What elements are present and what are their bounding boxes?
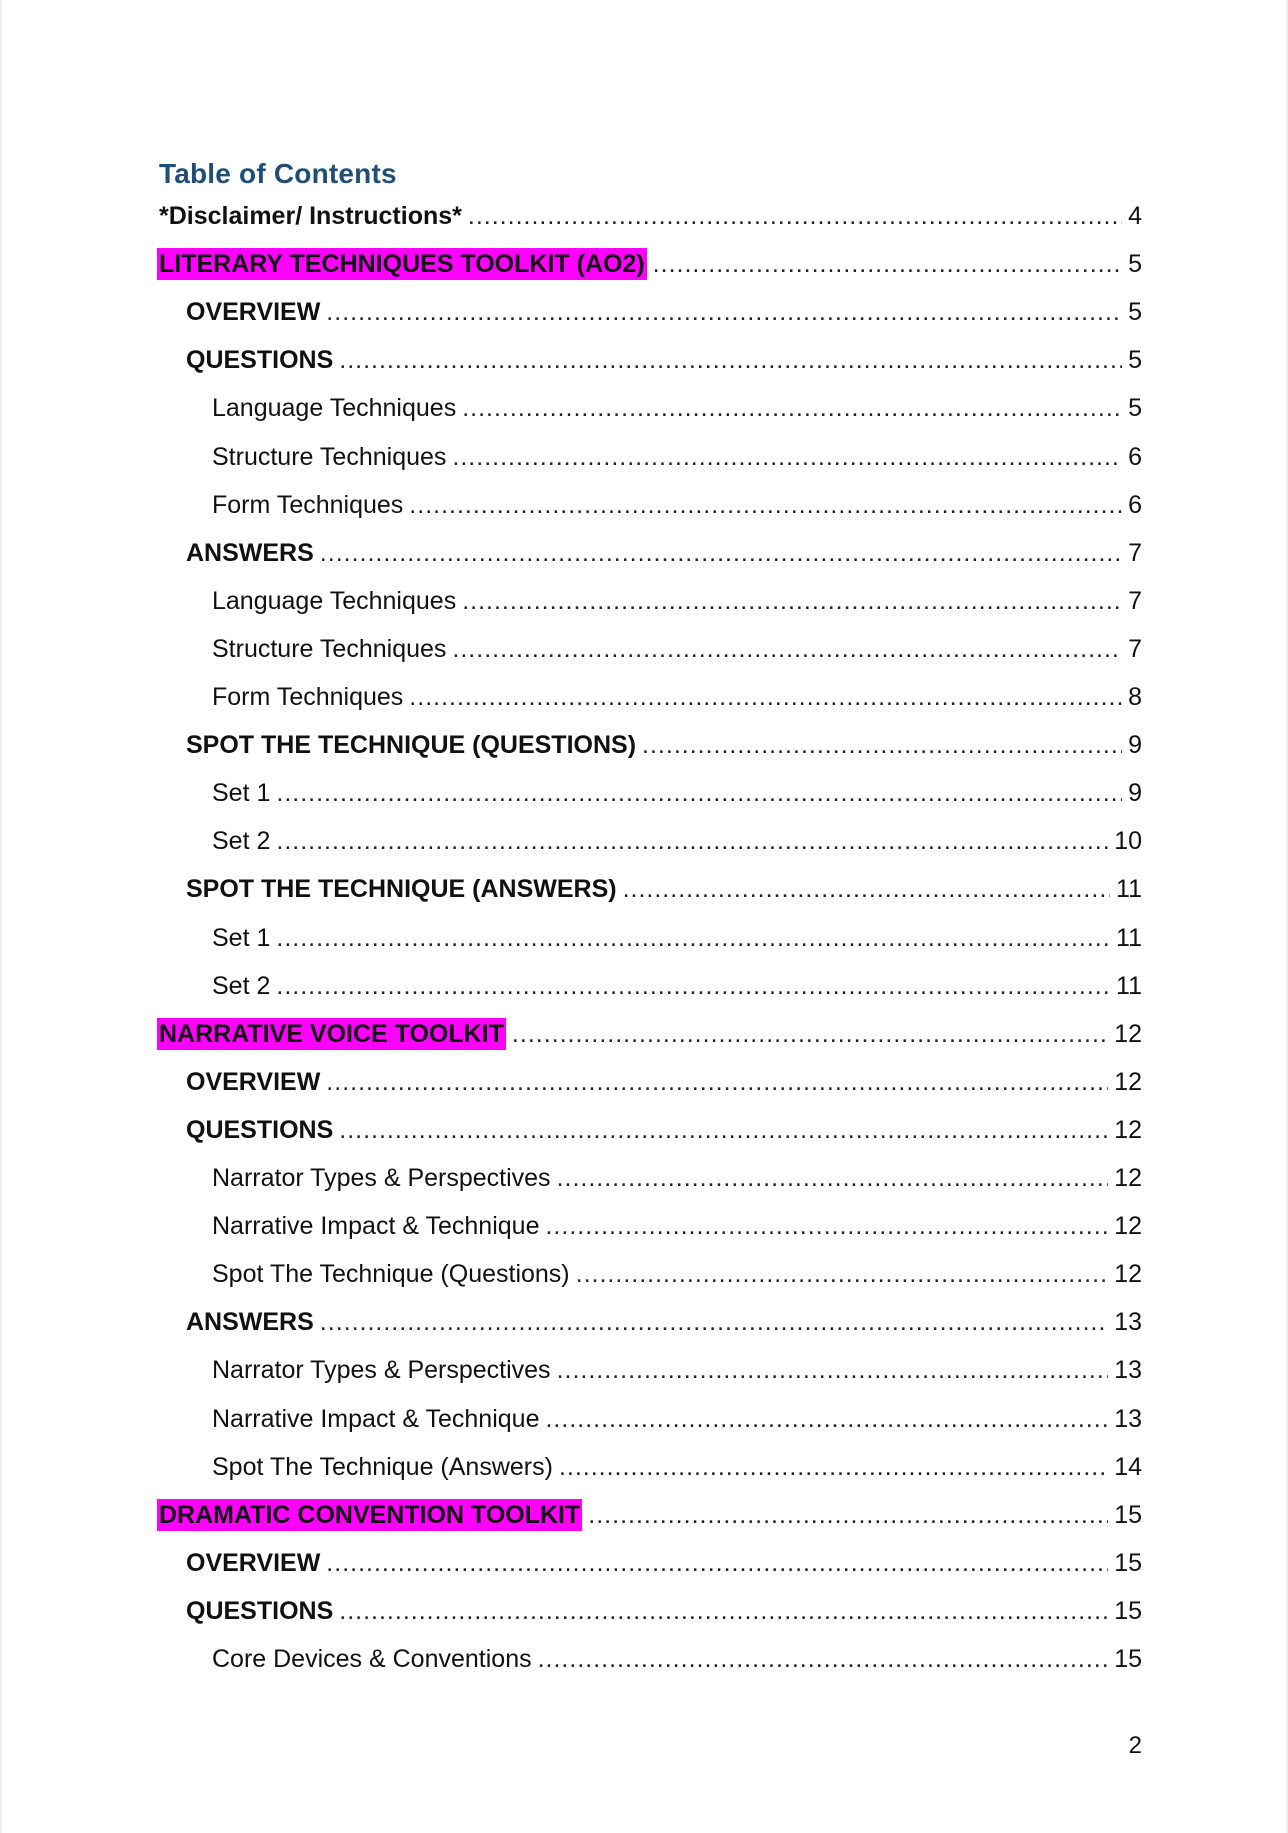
toc-entry-page-number: 6 [1128,491,1142,519]
toc-entry-page-number: 10 [1114,827,1142,855]
toc-entry[interactable] [2,1066,1286,1098]
toc-entry-label: OVERVIEW [186,298,321,326]
toc-entry-label: Set 1 [212,924,271,952]
toc-entry-page-number: 12 [1114,1068,1142,1096]
toc-entry[interactable] [2,1018,1286,1050]
dot-leader [512,1018,1108,1050]
dot-leader [557,1354,1109,1386]
toc-entry-label: Narrative Impact & Technique [212,1405,540,1433]
toc-entry-label: Language Techniques [212,587,457,615]
toc-entry-label: Language Techniques [212,394,457,422]
dot-leader [339,344,1122,376]
dot-leader [326,296,1122,328]
dot-leader [642,729,1122,761]
toc-entry-label: QUESTIONS [186,1116,334,1144]
dot-leader [452,441,1122,473]
toc-entry-label: QUESTIONS [186,1597,334,1625]
toc-entry-page-number: 14 [1114,1453,1142,1481]
dot-leader [276,922,1110,954]
toc-entry-page-number: 8 [1128,683,1142,711]
toc-entry-label: Narrator Types & Perspectives [212,1356,551,1384]
toc-entry-label: ANSWERS [186,539,314,567]
toc-entry-page-number: 7 [1128,539,1142,567]
toc-entry[interactable] [2,1403,1286,1435]
dot-leader [653,248,1122,280]
toc-entry[interactable] [2,825,1286,857]
dot-leader [468,200,1122,232]
toc-entry[interactable] [2,392,1286,424]
toc-entry-label: Form Techniques [212,491,404,519]
dot-leader [452,633,1122,665]
toc-entry-page-number: 5 [1128,250,1142,278]
dot-leader [326,1066,1108,1098]
toc-entry-page-number: 11 [1116,924,1142,952]
toc-entry-label: Set 2 [212,827,271,855]
toc-entry[interactable] [2,777,1286,809]
dot-leader [557,1162,1109,1194]
dot-leader [545,1403,1108,1435]
toc-entry-page-number: 9 [1128,731,1142,759]
toc-entry[interactable] [2,1114,1286,1146]
toc-entry[interactable] [2,1258,1286,1290]
toc-entry[interactable] [2,1595,1286,1627]
toc-entry[interactable] [2,585,1286,617]
toc-entry[interactable] [2,1306,1286,1338]
toc-entry-page-number: 12 [1114,1020,1142,1048]
toc-entry[interactable] [2,633,1286,665]
toc-entry-label: Structure Techniques [212,443,447,471]
toc-entry-label: Form Techniques [212,683,404,711]
toc-entry[interactable] [2,296,1286,328]
toc-entry[interactable] [2,489,1286,521]
dot-leader [538,1643,1109,1675]
dot-leader [276,970,1110,1002]
toc-entry-page-number: 15 [1114,1549,1142,1577]
dot-leader [462,392,1122,424]
toc-entry[interactable] [2,344,1286,376]
toc-entry-label: ANSWERS [186,1308,314,1336]
toc-entry[interactable] [2,1643,1286,1675]
dot-leader [339,1595,1108,1627]
toc-entry-page-number: 5 [1128,298,1142,326]
toc-entry-page-number: 12 [1114,1212,1142,1240]
toc-entry-label: Set 2 [212,972,271,1000]
toc-entry-label: DRAMATIC CONVENTION TOOLKIT [159,1501,581,1529]
toc-entry-label: QUESTIONS [186,346,334,374]
dot-leader [545,1210,1108,1242]
toc-entry-page-number: 13 [1114,1405,1142,1433]
toc-entry-page-number: 4 [1128,202,1142,230]
dot-leader [320,1306,1108,1338]
toc-entry[interactable] [2,922,1286,954]
toc-entry-label: Narrator Types & Perspectives [212,1164,551,1192]
toc-entry-page-number: 12 [1114,1164,1142,1192]
toc-entry-label: Structure Techniques [212,635,447,663]
toc-entry[interactable] [2,970,1286,1002]
toc-entry-page-number: 7 [1128,587,1142,615]
dot-leader [576,1258,1109,1290]
toc-entry-label: Spot The Technique (Questions) [212,1260,570,1288]
dot-leader [339,1114,1108,1146]
toc-entry[interactable] [2,1210,1286,1242]
dot-leader [623,873,1110,905]
toc-entry-page-number: 9 [1128,779,1142,807]
toc-entry-page-number: 11 [1116,875,1142,903]
toc-entry-page-number: 15 [1114,1501,1142,1529]
toc-entry[interactable] [2,200,1286,232]
toc-entry-label: Core Devices & Conventions [212,1645,532,1673]
toc-entry-label: LITERARY TECHNIQUES TOOLKIT (AO2) [159,250,645,278]
toc-entry[interactable] [2,873,1286,905]
toc-entry-label: OVERVIEW [186,1549,321,1577]
toc-entry-label: *Disclaimer/ Instructions* [159,202,462,230]
toc-entry[interactable] [2,537,1286,569]
toc-entry-page-number: 5 [1128,394,1142,422]
toc-entry[interactable] [2,1162,1286,1194]
toc-entry-label: Spot The Technique (Answers) [212,1453,553,1481]
toc-entry[interactable] [2,1451,1286,1483]
document-page [2,0,1286,1833]
toc-entry-page-number: 15 [1114,1597,1142,1625]
toc-entry-label: Narrative Impact & Technique [212,1212,540,1240]
toc-entry-label: OVERVIEW [186,1068,321,1096]
toc-entry-page-number: 13 [1114,1308,1142,1336]
dot-leader [326,1547,1108,1579]
dot-leader [409,489,1122,521]
toc-entry-page-number: 12 [1114,1260,1142,1288]
toc-entry[interactable] [2,1547,1286,1579]
dot-leader [320,537,1122,569]
dot-leader [462,585,1122,617]
toc-entry-page-number: 11 [1116,972,1142,1000]
toc-entry[interactable] [2,248,1286,280]
dot-leader [588,1499,1108,1531]
toc-entry-label: SPOT THE TECHNIQUE (QUESTIONS) [186,731,637,759]
toc-entry[interactable] [2,1354,1286,1386]
toc-entry-label: NARRATIVE VOICE TOOLKIT [159,1020,504,1048]
toc-title: Table of Contents [159,158,397,189]
page-number: 2 [1128,1732,1142,1759]
dot-leader [559,1451,1108,1483]
toc-entry-label: Set 1 [212,779,271,807]
toc-entry[interactable] [2,441,1286,473]
toc-entry-page-number: 15 [1114,1645,1142,1673]
toc-entry-page-number: 7 [1128,635,1142,663]
toc-entry[interactable] [2,1499,1286,1531]
dot-leader [409,681,1122,713]
toc-entry-label: SPOT THE TECHNIQUE (ANSWERS) [186,875,617,903]
toc-entry[interactable] [2,681,1286,713]
dot-leader [276,777,1122,809]
toc-entry-page-number: 12 [1114,1116,1142,1144]
toc-entry-page-number: 5 [1128,346,1142,374]
toc-entry-page-number: 6 [1128,443,1142,471]
toc-entry-page-number: 13 [1114,1356,1142,1384]
dot-leader [276,825,1108,857]
toc-entry[interactable] [2,729,1286,761]
